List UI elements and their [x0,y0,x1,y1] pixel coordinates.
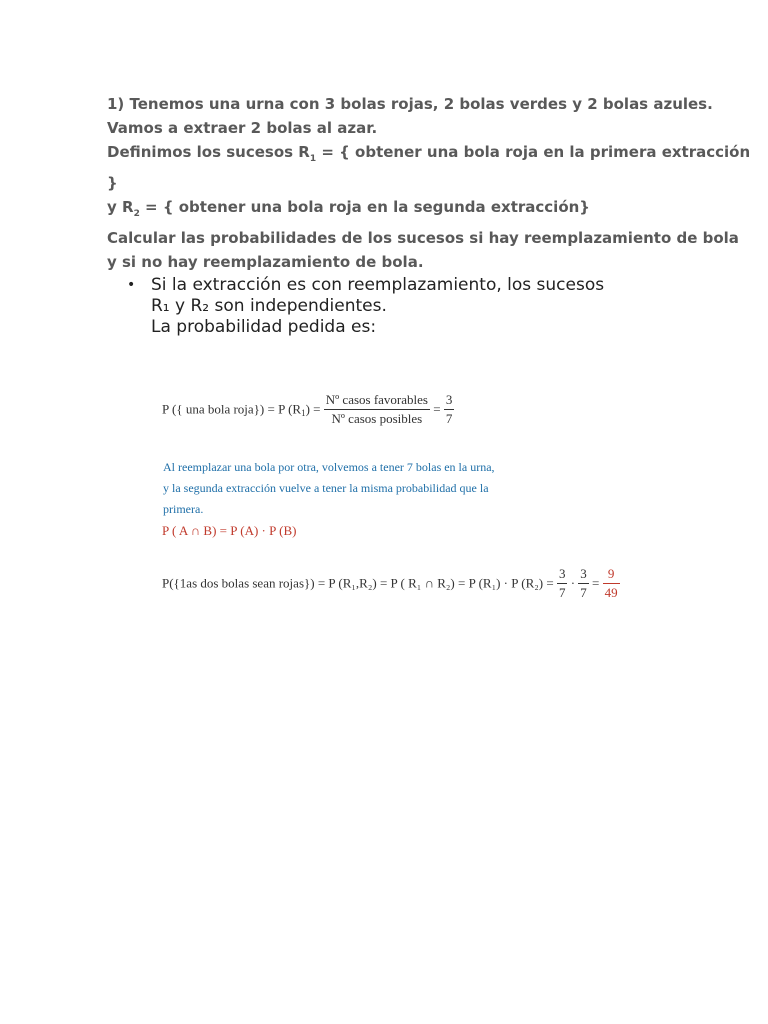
equation-joint-probability [162,566,620,601]
eq1-lhs: P ({ una bola roja}) = P (R [162,401,302,417]
problem-line-3 [107,140,751,171]
bullet-line-1: Si la extracción es con reemplazamiento, los sucesos [151,275,605,295]
eq1-numerator: Nº casos favorables [324,392,430,410]
eq3-result-den: 49 [604,585,618,600]
problem-line-5 [107,195,687,226]
eq1-result-den: 7 [445,411,453,426]
eq3-f1-num: 3 [557,566,568,584]
problem-line-7: y si no hay reemplazamiento de bola. [107,253,424,271]
problem-line-5-post: = { obtener una bola roja en la segunda extracción} [139,198,590,216]
note-line-2: y la segunda extracción vuelve a tener la misma probabilidad que la [163,481,489,495]
eq3-f2-den: 7 [580,585,587,600]
eq3-fraction-1 [557,566,568,601]
problem-line-4: } [107,174,118,192]
explanation-note [163,457,563,520]
eq1-result-num: 3 [444,392,455,410]
eq1-lhs-sub: 1 [301,408,306,419]
eq3-result-num: 9 [603,566,620,584]
equation-single-probability [162,392,454,427]
eq3-f2-num: 3 [578,566,589,584]
eq3-fraction-result [603,566,620,601]
eq3-equals: = [592,575,600,591]
bullet-text [151,275,671,338]
note-line-1: Al reemplazar una bola por otra, volvemos a tener 7 bolas en la urna, [163,460,495,474]
eq3-f1-den: 7 [558,585,566,600]
eq3-dot: · [570,575,576,591]
bullet-line-2: R₁ y R₂ son independientes. [151,296,387,316]
eq1-equals: = [433,401,441,417]
eq1-denominator: Nº casos posibles [331,411,423,426]
problem-line-3-pre: Definimos los sucesos R [107,143,310,161]
equation-independence-rule: P ( A ∩ B) = P (A) · P (B) [162,523,297,538]
eq3-fraction-2 [578,566,589,601]
problem-line-5-sub: 2 [133,209,140,219]
problem-line-3-sub: 1 [309,154,317,164]
problem-statement [107,92,751,274]
eq3-expression: P({1as dos bolas sean rojas}) = P (R₁,R₂) = P ( R₁ ∩ R₂) = P (R₁) · P (R₂) = [162,575,554,591]
problem-line-3-post: = { obtener una bola roja en la primera extracción [316,143,751,161]
eq1-lhs-end: ) = [305,401,321,417]
bullet-line-3: La probabilidad pedida es: [151,317,377,337]
problem-line-2: Vamos a extraer 2 bolas al azar. [107,119,378,137]
eq1-fraction-cases [324,392,430,427]
problem-line-5-pre: y R [107,198,134,216]
problem-line-6: Calcular las probabilidades de los sucesos si hay reemplazamiento de bola [107,229,739,247]
bullet-dot: • [127,277,136,293]
note-line-3: primera. [163,502,204,516]
problem-line-1: 1) Tenemos una urna con 3 bolas rojas, 2 bolas verdes y 2 bolas azules. [107,95,713,113]
eq1-fraction-result [444,392,455,427]
